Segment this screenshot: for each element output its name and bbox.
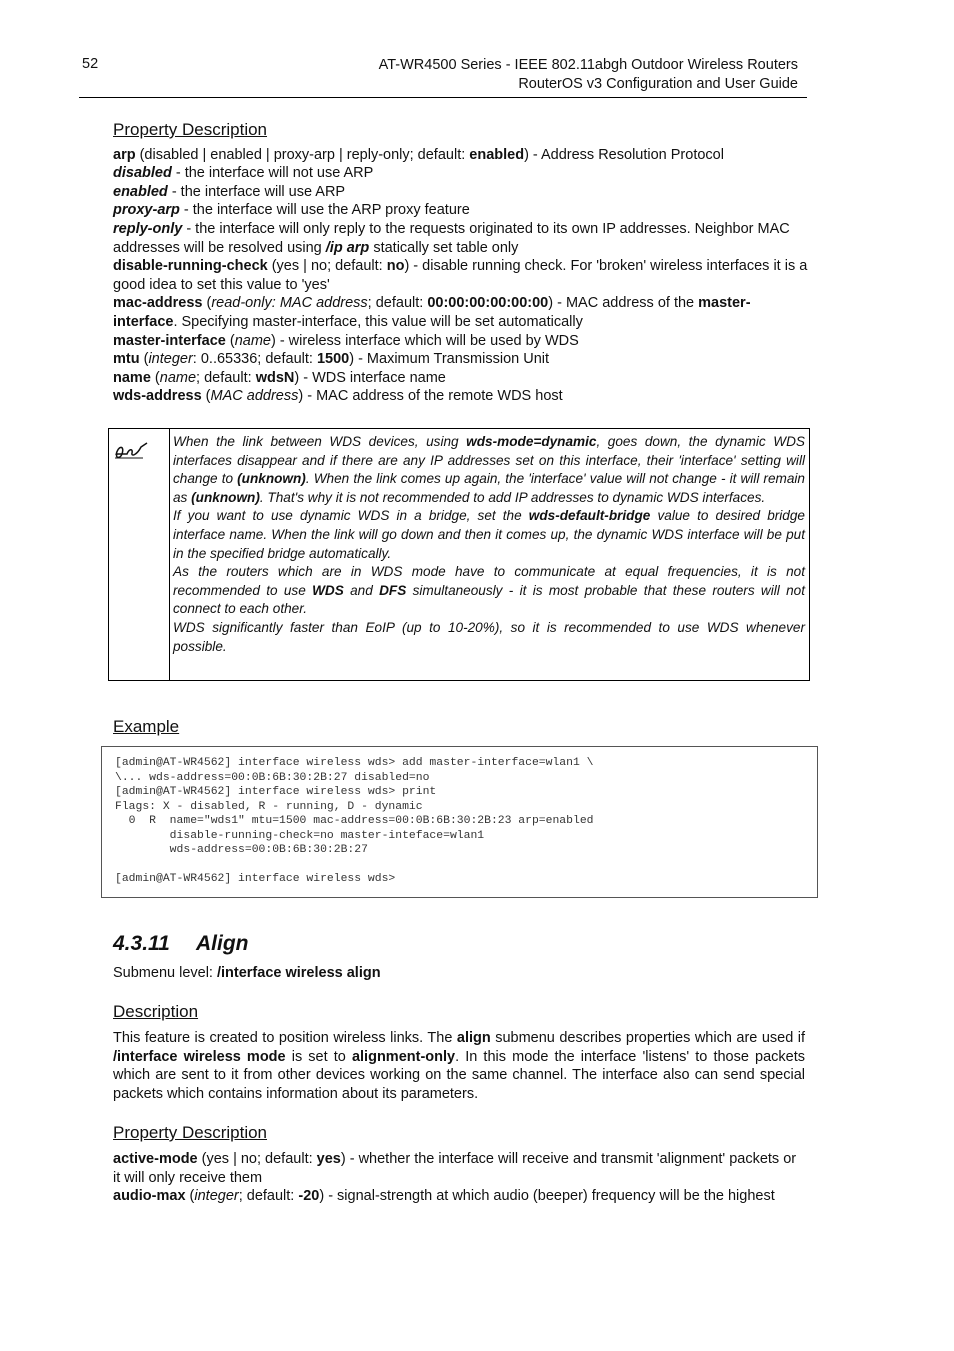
header-rule	[79, 97, 807, 98]
code-example-box	[101, 746, 818, 898]
property-arp-proxy: proxy-arp - the interface will use the ARP proxy feature	[113, 202, 470, 219]
section-title	[113, 932, 249, 956]
section-number: 4.3.11	[113, 932, 170, 955]
running-header	[379, 56, 798, 94]
header-title-line1: AT-WR4500 Series - IEEE 802.11abgh Outdoor Wireless Routers	[378, 57, 798, 73]
code-example: [admin@AT-WR4562] interface wireless wds> add master-interface=wlan1 \ \... wds-address=00:0B:6B:30:2B:27 disabled=no [admin@AT-WR4562] interface wireless wds> print Flags: X - disabled, R - running, D - dynamic 0 R name="wds1" mtu=1500 mac-address=00:0B:6B:30:2B:23 arp=enabled disable-running-check=no master-inteface=wlan1 wds-address=00:0B:6B:30:2B:27 [admin@AT-WR4562] interface wireless wds>	[115, 757, 594, 885]
note-box	[108, 428, 810, 681]
property-arp: arp (disabled | enabled | proxy-arp | reply-only; default: enabled) - Address Resolution Protocol	[113, 146, 724, 163]
property-active-mode: active-mode (yes | no; default: yes) - whether the interface will receive and transmit 'alignment' packets or it will only receive them	[113, 1151, 797, 1186]
property-description-heading: Property Description	[113, 120, 268, 139]
description-text: This feature is created to position wireless links. The align submenu describes properties which are used if /interface wireless mode is set to alignment-only. In this mode the interface 'listens' to those packets which are sent to it from other devices working on the same channel. The interface also can send special packets which contains information about its parameters.	[113, 1030, 805, 1102]
property-arp-reply-only: reply-only - the interface will only reply to the requests originated to its own IP addresses. Neighbor MAC addresses will be resolved using /ip arp statically set table only	[113, 220, 790, 256]
align-property-description-heading: Property Description	[113, 1123, 268, 1142]
property-wds-address: wds-address (MAC address) - MAC address of the remote WDS host	[113, 388, 563, 405]
example-heading: Example	[113, 717, 180, 736]
note-icon-cell	[109, 429, 170, 680]
note-paragraph-4: WDS significantly faster than EoIP (up to 10-20%), so it is recommended to use WDS whenever possible.	[173, 619, 805, 654]
property-arp-enabled: enabled - the interface will use ARP	[113, 183, 346, 200]
pen-note-icon	[113, 439, 149, 461]
note-text	[173, 433, 805, 656]
align-property-list	[113, 1150, 805, 1206]
property-mtu: mtu (integer: 0..65336; default: 1500) - Maximum Transmission Unit	[113, 351, 550, 368]
property-mac-address: mac-address (read-only: MAC address; default: 00:00:00:00:00:00) - MAC address of the master-interface. Specifying master-interface, this value will be set automatically	[113, 295, 751, 330]
header-title-line2: RouterOS v3 Configuration and User Guide	[518, 76, 798, 92]
property-description-section	[113, 121, 813, 406]
description-heading: Description	[113, 1002, 199, 1021]
property-master-interface: master-interface (name) - wireless interface which will be used by WDS	[113, 332, 579, 349]
section-name: Align	[196, 932, 249, 955]
property-audio-max: audio-max (integer; default: -20) - signal-strength at which audio (beeper) frequency will be the highest	[113, 1188, 775, 1205]
submenu-label: Submenu level:	[113, 965, 217, 981]
note-paragraph-2: If you want to use dynamic WDS in a bridge, set the wds-default-bridge value to desired bridge interface name. When the link will go down and then it comes up, the dynamic WDS interface will be put in the specified bridge automatically.	[173, 508, 805, 561]
submenu-level	[113, 964, 381, 983]
submenu-path: /interface wireless align	[216, 965, 381, 981]
note-paragraph-1: When the link between WDS devices, using wds-mode=dynamic, goes down, the dynamic WDS interfaces disappear and if there are any IP addresses set on this interface, their 'interface' setting will change to (unknown). When the link comes up again, the 'interface' value will not change - it will remain as (unknown). That's why it is not recommended to add IP addresses to dynamic WDS interfaces.	[173, 434, 805, 505]
property-disable-running-check: disable-running-check (yes | no; default: no) - disable running check. For 'broken' wireless interfaces it is a good idea to set this value to 'yes'	[113, 258, 808, 293]
page-number: 52	[82, 56, 99, 72]
property-arp-disabled: disabled - the interface will not use ARP	[113, 165, 374, 182]
property-name: name (name; default: wdsN) - WDS interface name	[113, 369, 446, 386]
note-paragraph-3: As the routers which are in WDS mode have to communicate at equal frequencies, it is not recommended to use WDS and DFS simultaneously - it is most probable that these routers will not connect to each other.	[173, 564, 806, 617]
